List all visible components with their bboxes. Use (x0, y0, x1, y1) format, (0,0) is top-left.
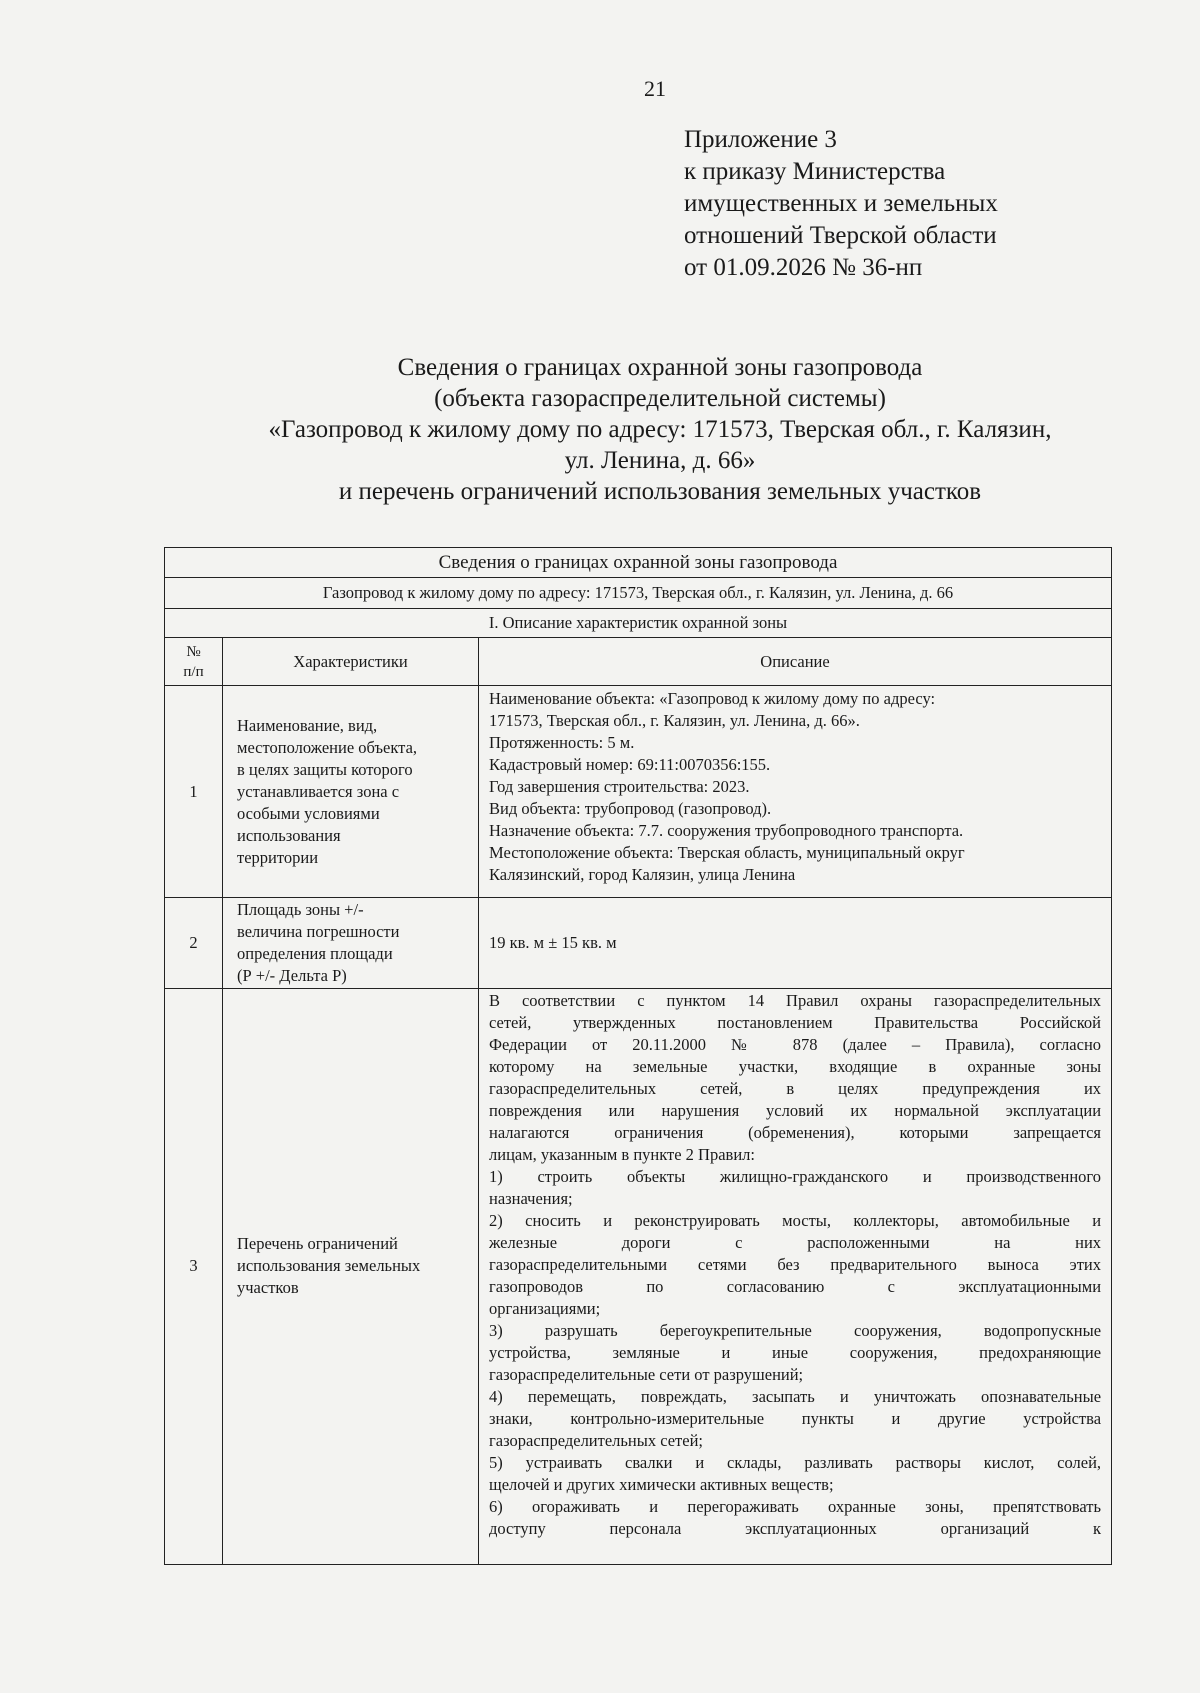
text-line: 5) устраивать свалки и склады, разливать растворы кислот, солей, (489, 1453, 1102, 1472)
appendix-line: отношений Тверской области (684, 222, 997, 249)
page-number: 21 (644, 76, 666, 101)
text-line: газораспределительные сети от разрушений; (489, 1365, 804, 1384)
text-line: 4) перемещать, повреждать, засыпать и уничтожать опознавательные (489, 1387, 1102, 1406)
text-line: территории (237, 847, 319, 867)
text-line: определения площади (237, 944, 393, 963)
row-description (479, 989, 1112, 1565)
text-line: Протяженность: 5 м. (489, 733, 635, 752)
text-line: местоположение объекта, (237, 737, 418, 757)
text-line: Перечень ограничений (237, 1234, 398, 1253)
row-number: 2 (165, 898, 223, 989)
column-header-num-line: № (186, 643, 201, 660)
text-line: газораспределительных сетей, в целях предупреждения их (489, 1079, 1102, 1098)
text-line: Наименование объекта: «Газопровод к жилому дому по адресу: (489, 689, 936, 708)
text-line: Вид объекта: трубопровод (газопровод). (489, 799, 772, 818)
text-line: использования земельных (237, 1256, 421, 1275)
column-header-characteristics: Характеристики (223, 638, 479, 686)
document-title (200, 352, 1120, 507)
title-line: (объекта газораспределительной системы) (434, 385, 886, 412)
appendix-line: от 01.09.2026 № 36-нп (684, 254, 923, 281)
text-line: 19 кв. м ± 15 кв. м (489, 933, 617, 952)
text-line: 3) разрушать берегоукрепительные сооружения, водопропускные (489, 1321, 1102, 1340)
table-header: Сведения о границах охранной зоны газопровода (165, 548, 1112, 578)
title-line: Сведения о границах охранной зоны газопровода (397, 354, 923, 381)
table-row (165, 898, 1112, 989)
text-line: величина погрешности (237, 922, 400, 941)
text-line: Площадь зоны +/- (237, 900, 364, 919)
text-line: в целях защиты которого (237, 759, 413, 779)
text-line: устройства, земляные и иные сооружения, предохраняющие (489, 1343, 1102, 1362)
text-line: 6) огораживать и перегораживать охранные зоны, препятствовать (489, 1497, 1102, 1516)
text-line: устанавливается зона с (237, 781, 400, 801)
row-characteristics (223, 989, 479, 1565)
text-line: доступу персонала эксплуатационных организаций к (489, 1519, 1102, 1538)
table-section-title: I. Описание характеристик охранной зоны (165, 609, 1112, 638)
text-line: щелочей и других химически активных веществ; (489, 1475, 834, 1494)
row-number: 1 (165, 686, 223, 898)
text-line: Год завершения строительства: 2023. (489, 777, 750, 796)
text-line: Федерации от 20.11.2000 № 878 (далее – Правила), согласно (489, 1035, 1102, 1054)
text-line: назначения; (489, 1189, 573, 1208)
text-line: организациями; (489, 1299, 601, 1318)
text-line: сетей, утвержденных постановлением Правительства Российской (489, 1013, 1102, 1032)
title-line: ул. Ленина, д. 66» (564, 447, 756, 474)
text-line: участков (237, 1278, 299, 1297)
text-line: лицам, указанным в пункте 2 Правил: (489, 1145, 755, 1164)
row-description (479, 686, 1112, 898)
text-line: В соответствии с пунктом 14 Правил охраны газораспределительных (489, 991, 1102, 1010)
text-line: использования (237, 825, 341, 845)
column-header-row (165, 638, 1112, 686)
title-line: и перечень ограничений использования земельных участков (338, 478, 982, 505)
zone-info-table (164, 547, 1112, 1565)
row-description (479, 898, 1112, 989)
row-number: 3 (165, 989, 223, 1565)
text-line: особыми условиями (237, 803, 380, 823)
text-line: железные дороги с расположенными на них (489, 1233, 1102, 1252)
text-line: повреждения или нарушения условий их нормальной эксплуатации (489, 1101, 1102, 1120)
table-row (165, 686, 1112, 898)
text-line: газораспределительных сетей; (489, 1431, 704, 1450)
table-row (165, 989, 1112, 1565)
text-line: 171573, Тверская обл., г. Калязин, ул. Ленина, д. 66». (489, 711, 860, 730)
appendix-line: Приложение 3 (684, 126, 837, 153)
appendix-line: имущественных и земельных (684, 190, 998, 217)
appendix-line: к приказу Министерства (684, 158, 946, 185)
text-line: 1) строить объекты жилищно-гражданского и производственного (489, 1167, 1102, 1186)
text-line: Кадастровый номер: 69:11:0070356:155. (489, 755, 771, 774)
title-line: «Газопровод к жилому дому по адресу: 171573, Тверская обл., г. Калязин, (268, 416, 1052, 443)
column-header-description: Описание (479, 638, 1112, 686)
column-header-num-line: п/п (183, 663, 204, 680)
text-line: Местоположение объекта: Тверская область, муниципальный округ (489, 843, 965, 862)
table-header-row (165, 548, 1112, 578)
text-line: (Р +/- Дельта Р) (237, 966, 347, 985)
text-line: газораспределительными сетями без предварительного выноса этих (489, 1255, 1102, 1274)
row-characteristics (223, 898, 479, 989)
text-line: Наименование, вид, (237, 715, 378, 735)
table-subheader-row (165, 578, 1112, 609)
column-header-num (165, 638, 223, 686)
table-section-row (165, 609, 1112, 638)
text-line: газопроводов по согласованию с эксплуатационными (489, 1277, 1102, 1296)
text-line: которому на земельные участки, входящие в охранные зоны (489, 1057, 1102, 1076)
table-subheader: Газопровод к жилому дому по адресу: 171573, Тверская обл., г. Калязин, ул. Ленина, д. 66 (165, 578, 1112, 609)
text-line: налагаются ограничения (обременения), которыми запрещается (489, 1123, 1102, 1142)
text-line: 2) сносить и реконструировать мосты, коллекторы, автомобильные и (489, 1211, 1102, 1230)
text-line: Назначение объекта: 7.7. сооружения трубопроводного транспорта. (489, 821, 964, 840)
appendix-block (684, 124, 998, 284)
row-characteristics (223, 686, 479, 898)
text-line: Калязинский, город Калязин, улица Ленина (489, 865, 796, 884)
text-line: знаки, контрольно-измерительные пункты и другие устройства (489, 1409, 1102, 1428)
